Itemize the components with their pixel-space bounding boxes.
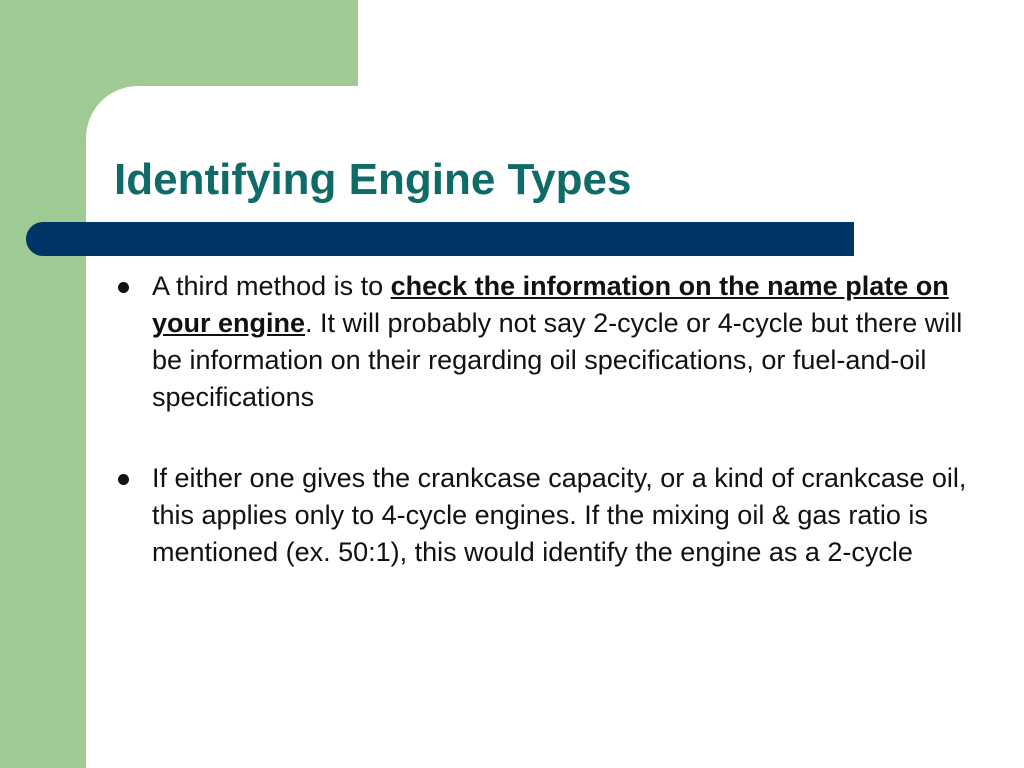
bullet-emphasis: check the information on the name plate on your engine (152, 271, 949, 338)
bullet-item-name-plate (114, 268, 994, 416)
title-underline-bar (26, 222, 854, 256)
bullet-item-crankcase (114, 460, 994, 571)
bullet-text: If either one gives the crankcase capacity, or a kind of crankcase oil, this applies only to 4-cycle engines. If the mixing oil & gas ratio is mentioned (ex. 50:1), this would identify the engine as a 2-cycle (152, 463, 967, 567)
bullet-text-after: . It will probably not say 2-cycle or 4-cycle but there will be information on their regarding oil specifications, or fuel-and-oil specifications (152, 308, 963, 412)
bullet-text-before: A third method is to (152, 271, 391, 301)
bullet-list (114, 268, 994, 571)
bullet-dot-icon (118, 282, 129, 293)
slide-title: Identifying Engine Types (114, 155, 632, 204)
bullet-dot-icon (118, 474, 129, 485)
